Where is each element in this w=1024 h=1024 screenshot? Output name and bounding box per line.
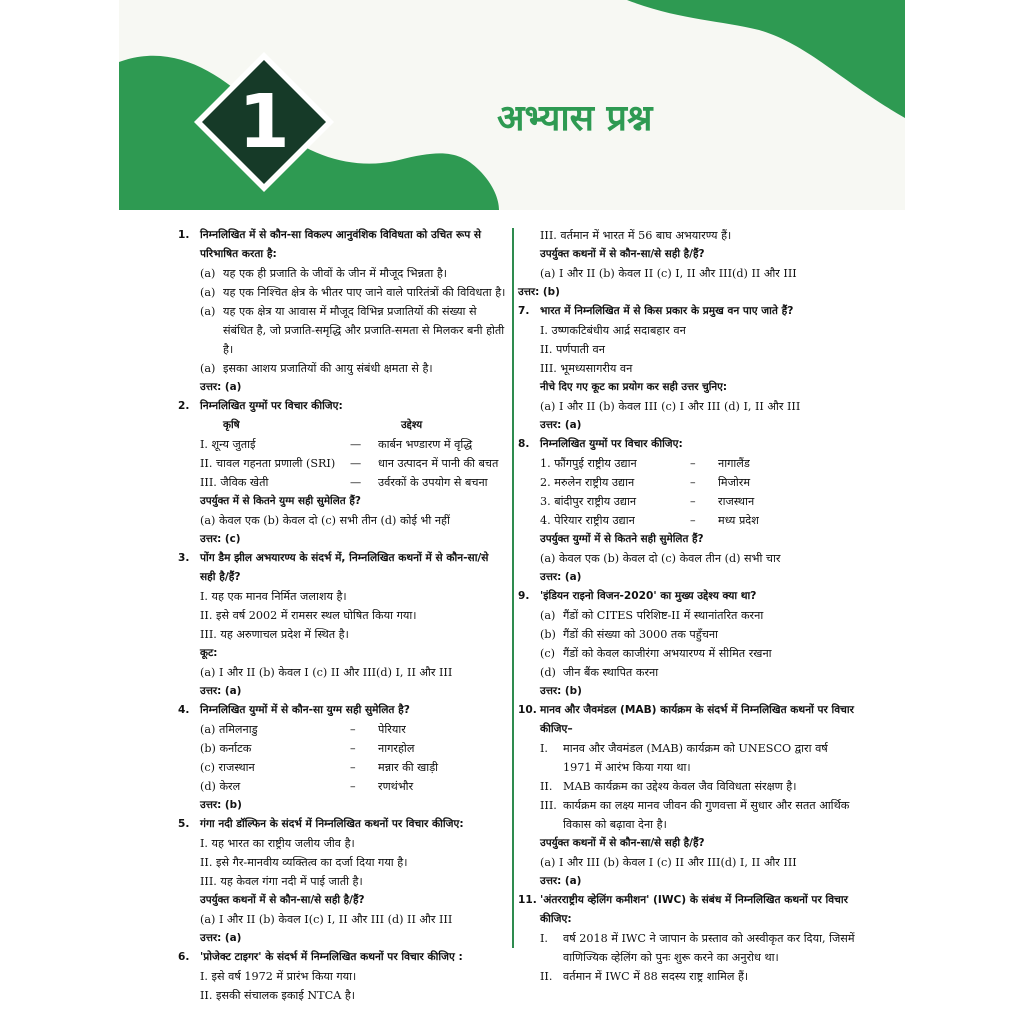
- option-text: गैंडों को केवल काजीरंगा अभयारण्य में सीमित रखना: [563, 647, 772, 660]
- statement-label: I.: [540, 742, 548, 755]
- pair-left: (d) केरल: [200, 780, 241, 793]
- pair-right: मन्नार की खाड़ी: [378, 761, 439, 774]
- pair-right: मिजोरम: [718, 476, 751, 489]
- statement: III. यह केवल गंगा नदी में पाई जाती है।: [200, 875, 363, 888]
- question-text: 'इंडियन राइनो विजन-2020' का मुख्य उद्देश्य क्या था?: [540, 590, 757, 602]
- options-line: (a) I और II (b) केवल III (c) I और III (d) I, II और III: [540, 400, 801, 413]
- question-3: [178, 549, 506, 701]
- statement-text: कार्यक्रम का लक्ष्य मानव जीवन की गुणवत्ता में सुधार और सतत आर्थिक विकास को बढ़ावा देना है।: [563, 799, 850, 831]
- question-number: 10.: [518, 704, 537, 716]
- question-text: पोंग डैम झील अभयारण्य के संदर्भ में, निम्नलिखित कथनों में से कौन-सा/से सही है/हैं?: [200, 552, 489, 583]
- header-wave-right: [627, 0, 905, 118]
- question-text: निम्नलिखित में से कौन-सा विकल्प आनुवंशिक विविधता को उचित रूप से परिभाषित करता है:: [200, 229, 482, 260]
- chapter-badge: [190, 48, 338, 196]
- option-text: गैंडों की संख्या को 3000 तक पहुँचना: [563, 628, 718, 641]
- option-label: (a): [200, 362, 216, 375]
- option-text: यह एक क्षेत्र या आवास में मौजूद विभिन्न प्रजातियों की संख्या से संबंधित है, जो प्रजाति-समृद्धि और प्रजाति-समता से मिलकर बनी होती है।: [223, 305, 505, 356]
- question-number: 7.: [518, 305, 530, 317]
- question-text: निम्नलिखित युग्मों पर विचार कीजिए:: [200, 400, 343, 412]
- option-text: इसका आशय प्रजातियों की आयु संबंधी क्षमता से है।: [223, 362, 433, 375]
- pair-right: कार्बन भण्डारण में वृद्धि: [378, 438, 473, 451]
- question-text: मानव और जैवमंडल (MAB) कार्यक्रम के संदर्भ में निम्नलिखित कथनों पर विचार कीजिए–: [540, 704, 854, 735]
- sub-question: उपर्युक्त में से कितने युग्म सही सुमेलित हैं?: [200, 495, 361, 507]
- pair-dash: –: [690, 457, 696, 470]
- option-label: (a): [540, 609, 556, 622]
- question-number: 9.: [518, 590, 530, 602]
- statement-text: वर्ष 2018 में IWC ने जापान के प्रस्ताव को अस्वीकृत कर दिया, जिसमें वाणिज्यिक व्हेलिंग को पुनः शुरू करने का अनुरोध था।: [563, 932, 855, 964]
- sub-question: नीचे दिए गए कूट का प्रयोग कर सही उत्तर चुनिए:: [540, 381, 728, 393]
- question-1: [178, 226, 506, 397]
- pair-left: (a) तमिलनाडु: [200, 723, 258, 736]
- pair-dash: –: [350, 780, 356, 793]
- answer: उत्तर: (b): [200, 799, 242, 811]
- answer: उत्तर: (b): [518, 286, 560, 298]
- question-6: [178, 948, 506, 1005]
- options-line: (a) I और III (b) केवल I (c) II और III(d) I, II और III: [540, 856, 797, 869]
- pair-right: उर्वरकों के उपयोग से बचना: [378, 476, 488, 489]
- option-text: गैंडों को CITES परिशिष्ट-II में स्थानांतरित करना: [563, 609, 764, 622]
- column-divider: [512, 228, 514, 948]
- chapter-number: 1: [238, 79, 290, 165]
- pair-right: नागरहोल: [378, 742, 415, 755]
- pair-right: पेरियार: [378, 723, 406, 736]
- pair-dash: –: [690, 476, 696, 489]
- options-line: (a) केवल एक (b) केवल दो (c) सभी तीन (d) कोई भी नहीं: [200, 514, 450, 527]
- statement-label: III.: [540, 799, 557, 812]
- statement: I. इसे वर्ष 1972 में प्रारंभ किया गया।: [200, 970, 357, 983]
- question-2: [178, 397, 506, 549]
- pair-right: मध्य प्रदेश: [718, 514, 759, 527]
- pair-dash: —: [350, 476, 362, 489]
- options-line: (a) केवल एक (b) केवल दो (c) केवल तीन (d) सभी चार: [540, 552, 781, 565]
- pair-right: राजस्थान: [718, 495, 755, 508]
- pair-left: 3. बांदीपुर राष्ट्रीय उद्यान: [540, 495, 637, 508]
- question-7: [518, 302, 856, 435]
- question-5: [178, 815, 506, 948]
- answer: उत्तर: (a): [540, 571, 582, 583]
- statement: II. इसे गैर-मानवीय व्यक्तित्व का दर्जा दिया गया है।: [200, 856, 408, 869]
- pair-right: नागालैंड: [718, 457, 750, 470]
- answer: उत्तर: (a): [200, 381, 242, 393]
- question-number: 8.: [518, 438, 530, 450]
- answer: उत्तर: (b): [540, 685, 582, 697]
- statement-text: MAB कार्यक्रम का उद्देश्य केवल जैव विविधता संरक्षण है।: [563, 780, 797, 793]
- pair-left: I. शून्य जुताई: [200, 438, 256, 451]
- option-label: (a): [200, 286, 216, 299]
- statement: III. यह अरुणाचल प्रदेश में स्थित है।: [200, 628, 349, 641]
- sub-question: उपर्युक्त कथनों में से कौन-सा/से सही है/हैं?: [200, 894, 365, 906]
- match-header-a: कृषि: [223, 419, 240, 431]
- statement: III. वर्तमान में भारत में 56 बाघ अभयारण्य हैं।: [540, 229, 732, 242]
- options-line: (a) I और II (b) केवल I(c) I, II और III (d) II और III: [200, 913, 453, 926]
- pair-left: (c) राजस्थान: [200, 761, 255, 774]
- statement-label: II.: [540, 780, 553, 793]
- pair-left: 2. मरुलेन राष्ट्रीय उद्यान: [540, 476, 635, 489]
- option-label: (c): [540, 647, 555, 660]
- question-number: 5.: [178, 818, 190, 830]
- statement: I. यह भारत का राष्ट्रीय जलीय जीव है।: [200, 837, 355, 850]
- question-number: 4.: [178, 704, 190, 716]
- question-number: 2.: [178, 400, 190, 412]
- pair-left: 1. फौंगपुई राष्ट्रीय उद्यान: [540, 457, 637, 470]
- question-number: 11.: [518, 894, 537, 906]
- page-title: अभ्यास प्रश्न: [497, 98, 653, 139]
- question-text: गंगा नदी डॉल्फिन के संदर्भ में निम्नलिखित कथनों पर विचार कीजिए:: [200, 818, 464, 830]
- pair-right: रणथंभौर: [378, 780, 414, 793]
- sub-question: उपर्युक्त युग्मों में से कितने सही सुमेलित हैं?: [540, 533, 704, 545]
- question-text: निम्नलिखित युग्मों में से कौन-सा युग्म सही सुमेलित है?: [200, 704, 410, 716]
- sub-question: उपर्युक्त कथनों में से कौन-सा/से सही है/हैं?: [540, 248, 705, 260]
- option-text: यह एक निश्चित क्षेत्र के भीतर पाए जाने वाले पारितंत्रों की विविधता है।: [223, 286, 506, 299]
- option-text: यह एक ही प्रजाति के जीवों के जीन में मौजूद भिन्नता है।: [223, 267, 448, 280]
- options-line: (a) I और II (b) केवल II (c) I, II और III(d) II और III: [540, 267, 797, 280]
- statement-label: II.: [540, 970, 553, 983]
- match-header-b: उद्देश्य: [401, 419, 423, 431]
- question-text: निम्नलिखित युग्मों पर विचार कीजिए:: [540, 438, 683, 450]
- statement: II. इसे वर्ष 2002 में रामसर स्थल घोषित किया गया।: [200, 609, 417, 622]
- statement-text: मानव और जैवमंडल (MAB) कार्यक्रम को UNESCO द्वारा वर्ष 1971 में आरंभ किया गया था।: [563, 742, 828, 774]
- pair-dash: –: [350, 761, 356, 774]
- pair-dash: –: [690, 495, 696, 508]
- statement: II. इसकी संचालक इकाई NTCA है।: [200, 989, 356, 1002]
- question-text: 'प्रोजेक्ट टाइगर' के संदर्भ में निम्नलिखित कथनों पर विचार कीजिए :: [200, 951, 463, 963]
- sub-question: कूट:: [200, 647, 218, 659]
- pair-left: 4. पेरियार राष्ट्रीय उद्यान: [540, 514, 635, 527]
- question-10: [518, 701, 856, 891]
- question-6-continued: [518, 226, 856, 302]
- pair-left: (b) कर्नाटक: [200, 742, 252, 755]
- answer: उत्तर: (a): [540, 419, 582, 431]
- answer: उत्तर: (a): [200, 932, 242, 944]
- question-number: 1.: [178, 229, 190, 241]
- pair-dash: –: [350, 742, 356, 755]
- question-text: 'अंतरराष्ट्रीय व्हेलिंग कमीशन' (IWC) के संबंध में निम्नलिखित कथनों पर विचार कीजिए:: [540, 894, 848, 925]
- option-text: जीन बैंक स्थापित करना: [563, 666, 659, 679]
- answer: उत्तर: (a): [200, 685, 242, 697]
- option-label: (a): [200, 305, 216, 318]
- question-9: [518, 587, 856, 701]
- left-column: [178, 226, 506, 1005]
- question-8: [518, 435, 856, 587]
- sub-question: उपर्युक्त कथनों में से कौन-सा/से सही है/हैं?: [540, 837, 705, 849]
- answer: उत्तर: (a): [540, 875, 582, 887]
- option-label: (d): [540, 666, 556, 679]
- pair-left: II. चावल गहनता प्रणाली (SRI): [200, 457, 336, 470]
- pair-dash: –: [350, 723, 356, 736]
- question-11: [518, 891, 856, 986]
- option-label: (b): [540, 628, 556, 641]
- answer: उत्तर: (c): [200, 533, 241, 545]
- pair-dash: —: [350, 438, 362, 451]
- pair-left: III. जैविक खेती: [200, 476, 269, 489]
- question-number: 3.: [178, 552, 190, 564]
- statement: II. पर्णपाती वन: [540, 343, 605, 356]
- statement: III. भूमध्यसागरीय वन: [540, 362, 633, 375]
- pair-right: धान उत्पादन में पानी की बचत: [378, 457, 499, 470]
- statement-text: वर्तमान में IWC में 88 सदस्य राष्ट्र शामिल हैं।: [563, 970, 749, 983]
- statement-label: I.: [540, 932, 548, 945]
- pair-dash: —: [350, 457, 362, 470]
- statement: I. यह एक मानव निर्मित जलाशय है।: [200, 590, 347, 603]
- question-text: भारत में निम्नलिखित में से किस प्रकार के प्रमुख वन पाए जाते हैं?: [540, 305, 794, 317]
- statement: I. उष्णकटिबंधीय आर्द्र सदाबहार वन: [540, 324, 686, 337]
- right-column: [518, 226, 856, 986]
- options-line: (a) I और II (b) केवल I (c) II और III(d) I, II और III: [200, 666, 453, 679]
- question-number: 6.: [178, 951, 190, 963]
- pair-dash: –: [690, 514, 696, 527]
- option-label: (a): [200, 267, 216, 280]
- question-4: [178, 701, 506, 815]
